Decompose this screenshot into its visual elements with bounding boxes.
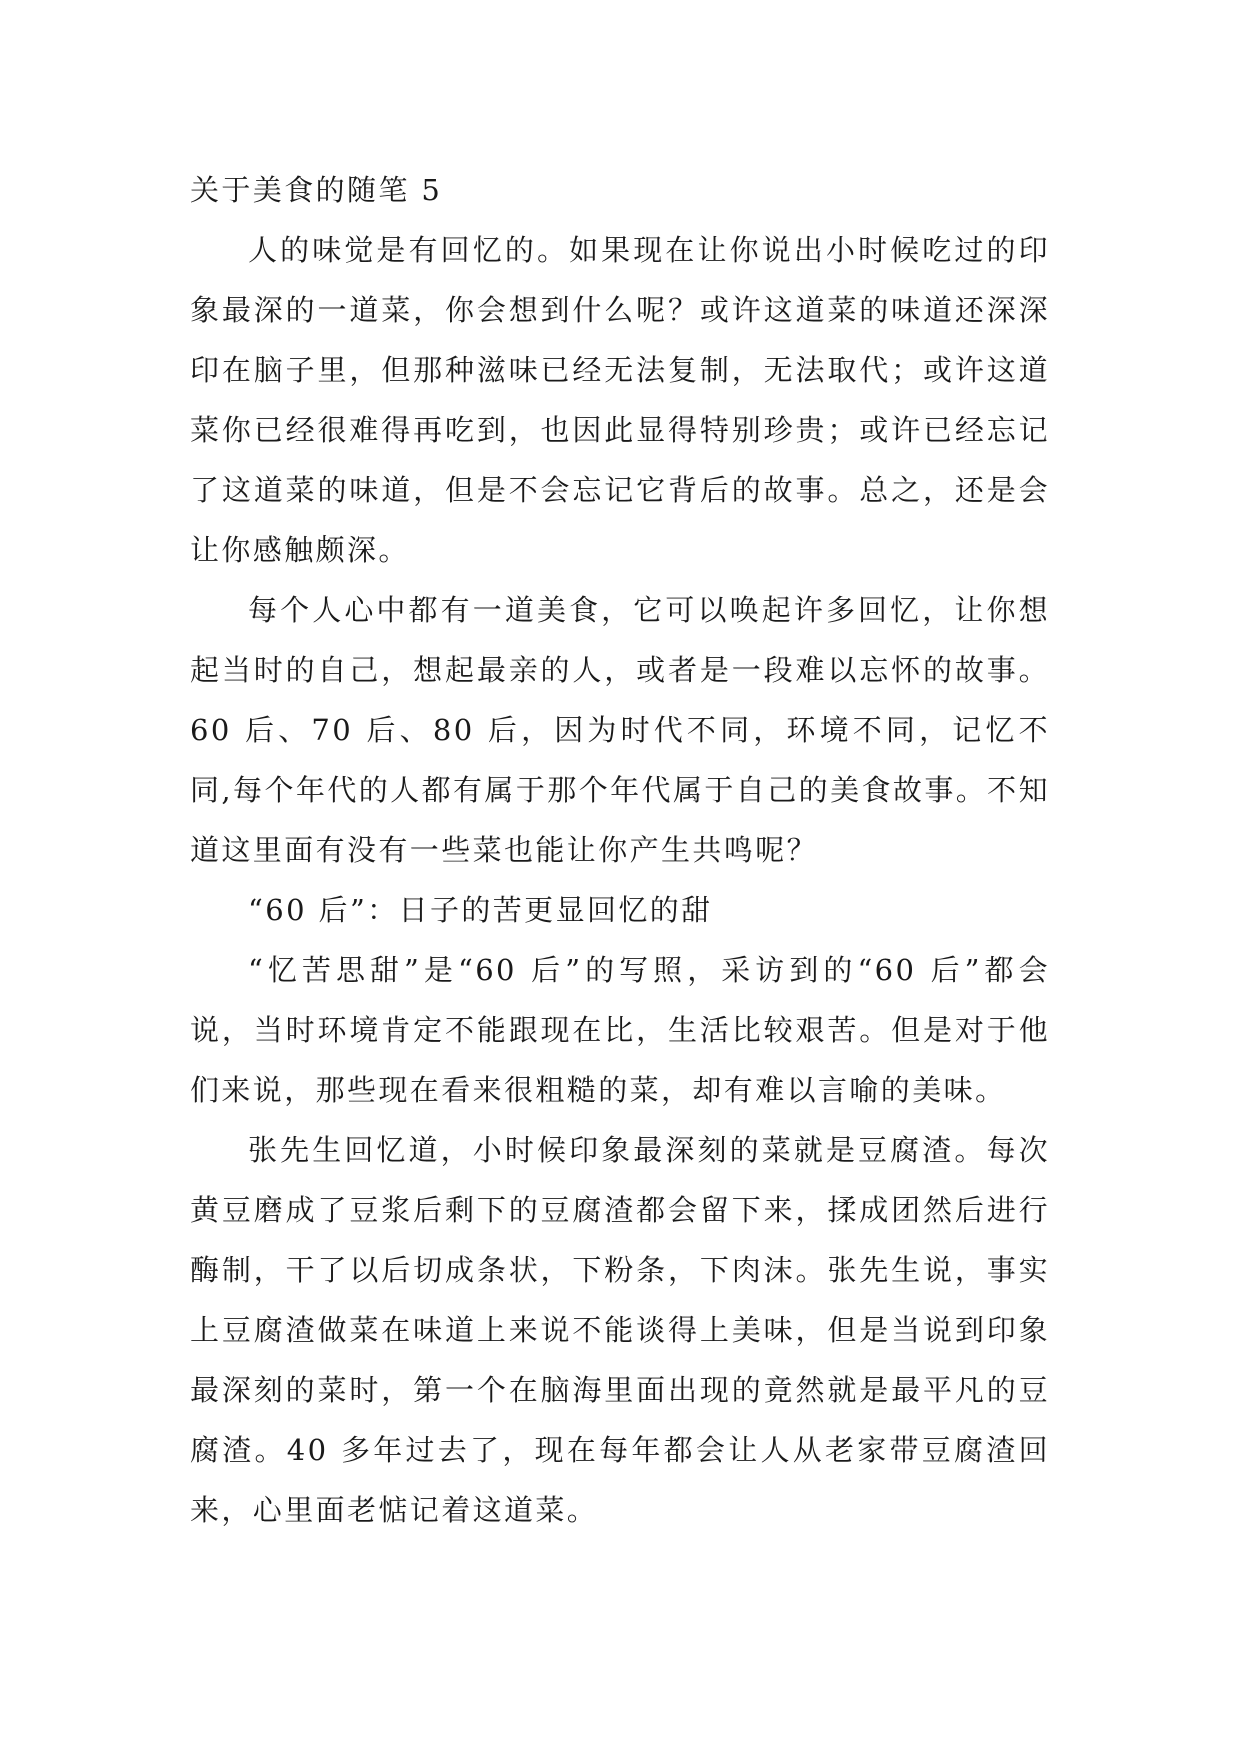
document-title: 关于美食的随笔 5	[190, 173, 443, 207]
section-heading-60s: “60 后”：日子的苦更显回忆的甜	[248, 893, 713, 927]
paragraph-60s: “忆苦思甜”是“60 后”的写照，采访到的“60 后”都会说，当时环境肯定不能跟现在比，生活比较艰苦。但是对于他们来说，那些现在看来很粗糙的菜，却有难以言喻的美味。	[190, 953, 1050, 1107]
paragraph-intro: 人的味觉是有回忆的。如果现在让你说出小时候吃过的印象最深的一道菜，你会想到什么呢？或许这道菜的味道还深深印在脑子里，但那种滋味已经无法复制，无法取代；或许这道菜你已经很难得再吃到，也因此显得特别珍贵；或许已经忘记了这道菜的味道，但是不会忘记它背后的故事。总之，还是会让你感触颇深。	[190, 233, 1050, 567]
paragraph-tofu-dregs: 张先生回忆道，小时候印象最深刻的菜就是豆腐渣。每次黄豆磨成了豆浆后剩下的豆腐渣都会留下来，揉成团然后进行酶制，干了以后切成条状，下粉条，下肉沫。张先生说，事实上豆腐渣做菜在味道上来说不能谈得上美味，但是当说到印象最深刻的菜时，第一个在脑海里面出现的竟然就是最平凡的豆腐渣。40 多年过去了，现在每年都会让人从老家带豆腐渣回来，心里面老惦记着这道菜。	[190, 1133, 1050, 1527]
paragraph-generations: 每个人心中都有一道美食，它可以唤起许多回忆，让你想起当时的自己，想起最亲的人，或者是一段难以忘怀的故事。60 后、70 后、80 后，因为时代不同，环境不同，记忆不同,每个年代的人都有属于那个年代属于自己的美食故事。不知道这里面有没有一些菜也能让你产生共鸣呢？	[190, 593, 1050, 867]
document-body	[190, 160, 1050, 1540]
